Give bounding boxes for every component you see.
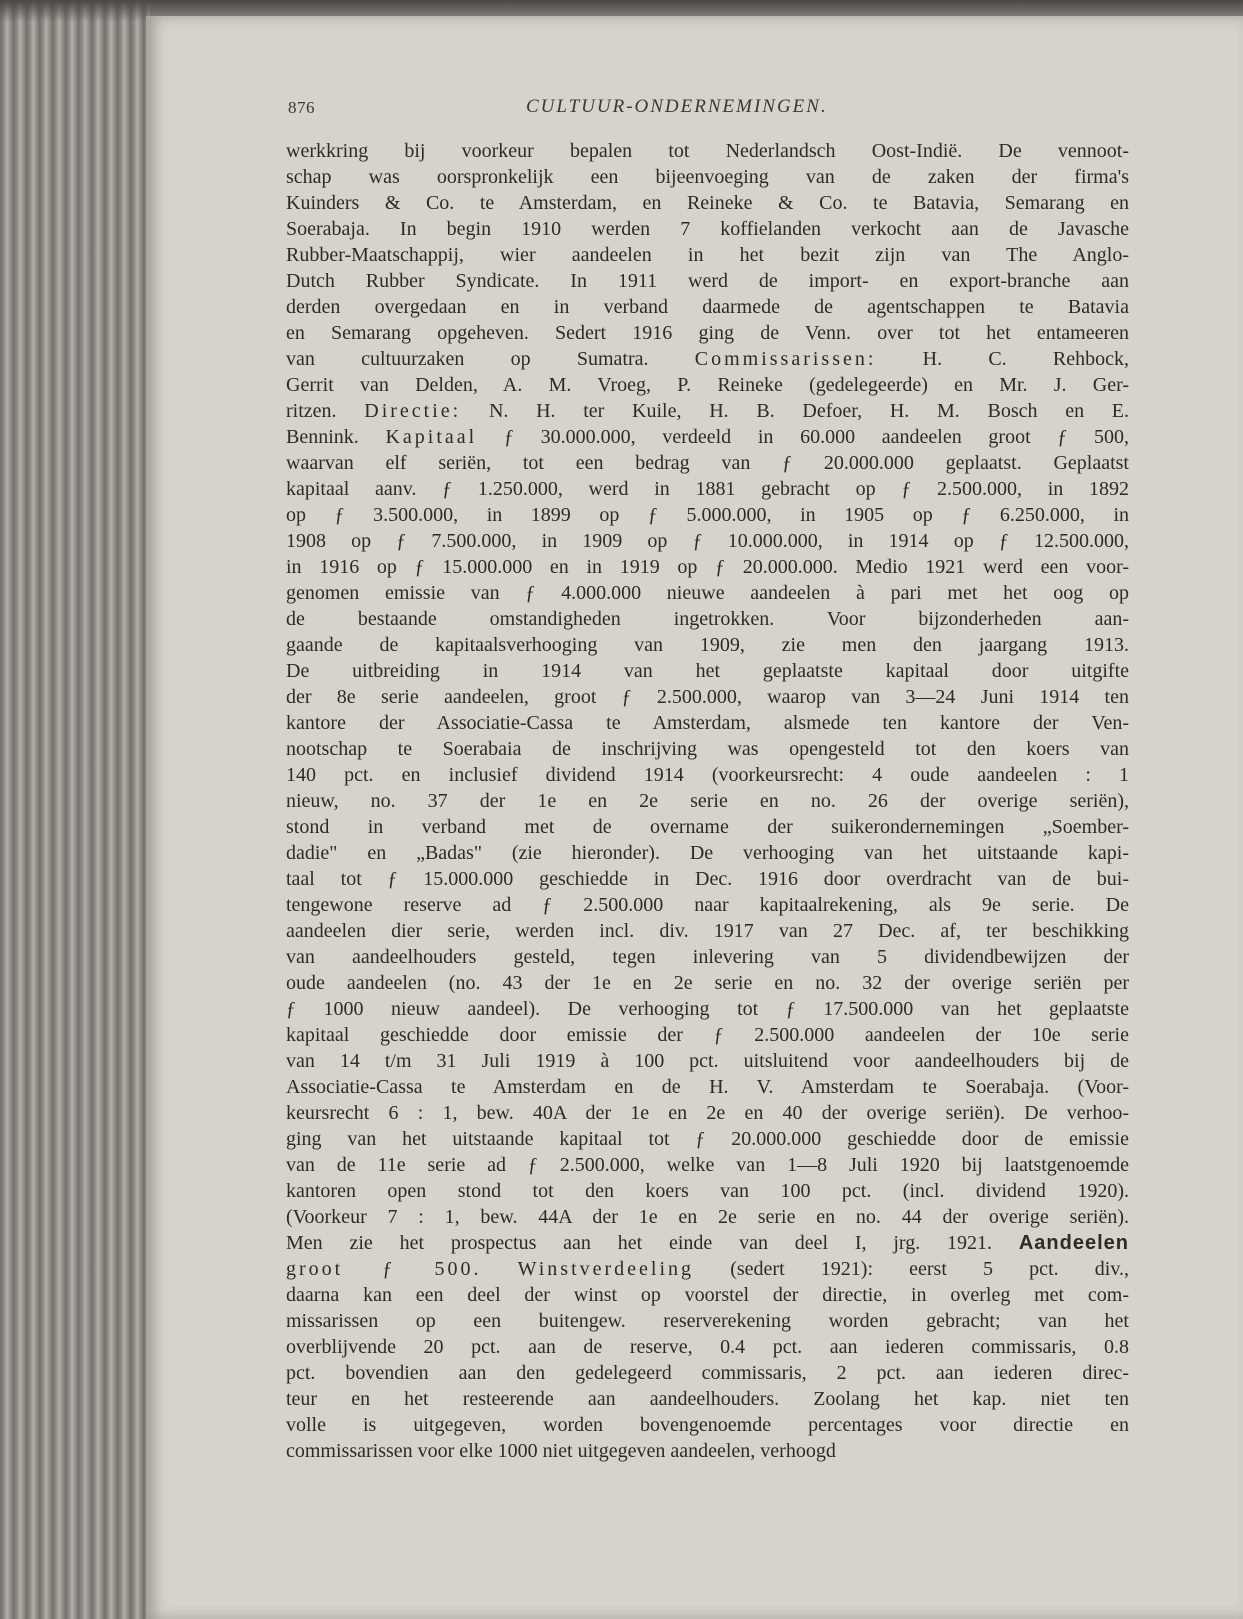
text-line: derden overgedaan en in verband daarmede de agentschappen te Batavia (286, 296, 1129, 318)
heading-winstverdeeling: Winstverdeeling (517, 1258, 695, 1280)
text-line (286, 346, 1129, 372)
text-line: ƒ 1000 nieuw aandeel). De verhooging tot ƒ 17.500.000 van het geplaatste (286, 998, 1129, 1020)
text-line: commissarissen voor elke 1000 niet uitgegeven aandeelen, verhoogd (286, 1440, 836, 1462)
heading-directie: Directie: (364, 400, 462, 422)
text-line: keursrecht 6 : 1, bew. 40A der 1e en 2e en 40 der overige seriën). De verhoo- (286, 1102, 1129, 1124)
text-line: overblijvende 20 pct. aan de reserve, 0.4 pct. aan iederen commissaris, 0.8 (286, 1336, 1129, 1358)
text-line: in 1916 op ƒ 15.000.000 en in 1919 op ƒ 20.000.000. Medio 1921 werd een voor- (286, 556, 1129, 578)
running-head: CULTUUR-ONDERNEMINGEN. (526, 96, 828, 117)
text-line: kapitaal aanv. ƒ 1.250.000, werd in 1881 gebracht op ƒ 2.500.000, in 1892 (286, 478, 1129, 500)
text-line (286, 1256, 1129, 1282)
text-line: van de 11e serie ad ƒ 2.500.000, welke van 1—8 Juli 1920 bij laatstgenoemde (286, 1154, 1129, 1176)
text-line: oude aandeelen (no. 43 der 1e en 2e serie en no. 32 der overige seriën per (286, 972, 1129, 994)
text-fragment: Bennink. (286, 426, 359, 448)
text-line: 140 pct. en inclusief dividend 1914 (voorkeursrecht: 4 oude aandeelen : 1 (286, 764, 1129, 786)
text-line: Associatie-Cassa te Amsterdam en de H. V. Amsterdam te Soerabaja. (Voor- (286, 1076, 1129, 1098)
text-line: stond in verband met de overname der suikerondernemingen „Soember- (286, 816, 1129, 838)
text-line: taal tot ƒ 15.000.000 geschiedde in Dec. 1916 door overdracht van de bui- (286, 868, 1129, 890)
text-line: van 14 t/m 31 Juli 1919 à 100 pct. uitsluitend voor aandeelhouders bij de (286, 1050, 1129, 1072)
heading-commissarissen: Commissarissen: (694, 348, 877, 370)
text-line: volle is uitgegeven, worden bovengenoemde percentages voor directie en (286, 1414, 1129, 1436)
text-line: De uitbreiding in 1914 van het geplaatste kapitaal door uitgifte (286, 660, 1129, 682)
text-line: dadie" en „Badas" (zie hieronder). De verhooging van het uitstaande kapi- (286, 842, 1129, 864)
text-line: ging van het uitstaande kapitaal tot ƒ 20.000.000 geschiedde door de emissie (286, 1128, 1129, 1150)
text-line (286, 398, 1129, 424)
text-line: der 8e serie aandeelen, groot ƒ 2.500.000, waarop van 3—24 Juni 1914 ten (286, 686, 1129, 708)
book-page-edges (0, 0, 150, 1619)
text-line: werkkring bij voorkeur bepalen tot Nederlandsch Oost-Indië. De vennoot- (286, 140, 1129, 162)
page-number: 876 (288, 98, 315, 117)
text-line: op ƒ 3.500.000, in 1899 op ƒ 5.000.000, in 1905 op ƒ 6.250.000, in (286, 504, 1129, 526)
text-line (286, 424, 1129, 450)
text-line: gaande de kapitaalsverhooging van 1909, zie men den jaargang 1913. (286, 634, 1129, 656)
text-line: waarvan elf seriën, tot een bedrag van ƒ 20.000.000 geplaatst. Geplaatst (286, 452, 1129, 474)
text-line (286, 1230, 1129, 1256)
text-fragment: ƒ 30.000.000, verdeeld in 60.000 aandeelen groot ƒ 500, (503, 426, 1130, 448)
body-text (286, 138, 1129, 1464)
text-line: en Semarang opgeheven. Sedert 1916 ging de Venn. over tot het entameeren (286, 322, 1129, 344)
text-line: van aandeelhouders gesteld, tegen inlevering van 5 dividendbewijzen der (286, 946, 1129, 968)
text-line: kantore der Associatie-Cassa te Amsterdam, alsmede ten kantore der Ven- (286, 712, 1129, 734)
text-line: Rubber-Maatschappij, wier aandeelen in het bezit zijn van The Anglo- (286, 244, 1129, 266)
text-line: (Voorkeur 7 : 1, bew. 44A der 1e en 2e serie en no. 44 der overige seriën). (286, 1206, 1129, 1228)
text-fragment: N. H. ter Kuile, H. B. Defoer, H. M. Bosch en E. (488, 400, 1130, 422)
text-line: tengewone reserve ad ƒ 2.500.000 naar kapitaalrekening, als 9e serie. De (286, 894, 1129, 916)
heading-aandeelen: Aandeelen (1018, 1232, 1129, 1254)
text-line: teur en het resteerende aan aandeelhouders. Zoolang het kap. niet ten (286, 1388, 1129, 1410)
text-line: Gerrit van Delden, A. M. Vroeg, P. Reineke (gedelegeerde) en Mr. J. Ger- (286, 374, 1129, 396)
text-fragment: van cultuurzaken op Sumatra. (286, 348, 649, 370)
text-line: Soerabaja. In begin 1910 werden 7 koffielanden verkocht aan de Javasche (286, 218, 1129, 240)
text-line: nieuw, no. 37 der 1e en 2e serie en no. 26 der overige seriën), (286, 790, 1129, 812)
text-line: kapitaal geschiedde door emissie der ƒ 2.500.000 aandeelen der 10e serie (286, 1024, 1129, 1046)
text-line: Dutch Rubber Syndicate. In 1911 werd de import- en export-branche aan (286, 270, 1129, 292)
text-fragment: ritzen. (286, 400, 337, 422)
text-line: daarna kan een deel der winst op voorstel der directie, in overleg met com- (286, 1284, 1129, 1306)
text-line: de bestaande omstandigheden ingetrokken. Voor bijzonderheden aan- (286, 608, 1129, 630)
text-line: kantoren open stond tot den koers van 100 pct. (incl. dividend 1920). (286, 1180, 1129, 1202)
text-fragment: H. C. Rehbock, (922, 348, 1129, 370)
text-line: pct. bovendien aan den gedelegeerd commissaris, 2 pct. aan iederen direc- (286, 1362, 1129, 1384)
text-fragment: groot ƒ 500. (286, 1258, 482, 1280)
text-line: Kuinders & Co. te Amsterdam, en Reineke & Co. te Batavia, Semarang en (286, 192, 1129, 214)
text-line: 1908 op ƒ 7.500.000, in 1909 op ƒ 10.000.000, in 1914 op ƒ 12.500.000, (286, 530, 1129, 552)
text-fragment: Men zie het prospectus aan het einde van deel I, jrg. 1921. (286, 1232, 993, 1254)
text-line: schap was oorspronkelijk een bijeenvoeging van de zaken der firma's (286, 166, 1129, 188)
text-line: nootschap te Soerabaia de inschrijving was opengesteld tot den koers van (286, 738, 1129, 760)
heading-kapitaal: Kapitaal (385, 426, 478, 448)
text-fragment: (sedert 1921): eerst 5 pct. div., (730, 1258, 1130, 1280)
page-header (288, 92, 888, 126)
text-line: aandeelen dier serie, werden incl. div. 1917 van 27 Dec. af, ter beschikking (286, 920, 1129, 942)
text-line: genomen emissie van ƒ 4.000.000 nieuwe aandeelen à pari met het oog op (286, 582, 1129, 604)
text-line: missarissen op een buitengew. reserverekening worden gebracht; van het (286, 1310, 1129, 1332)
